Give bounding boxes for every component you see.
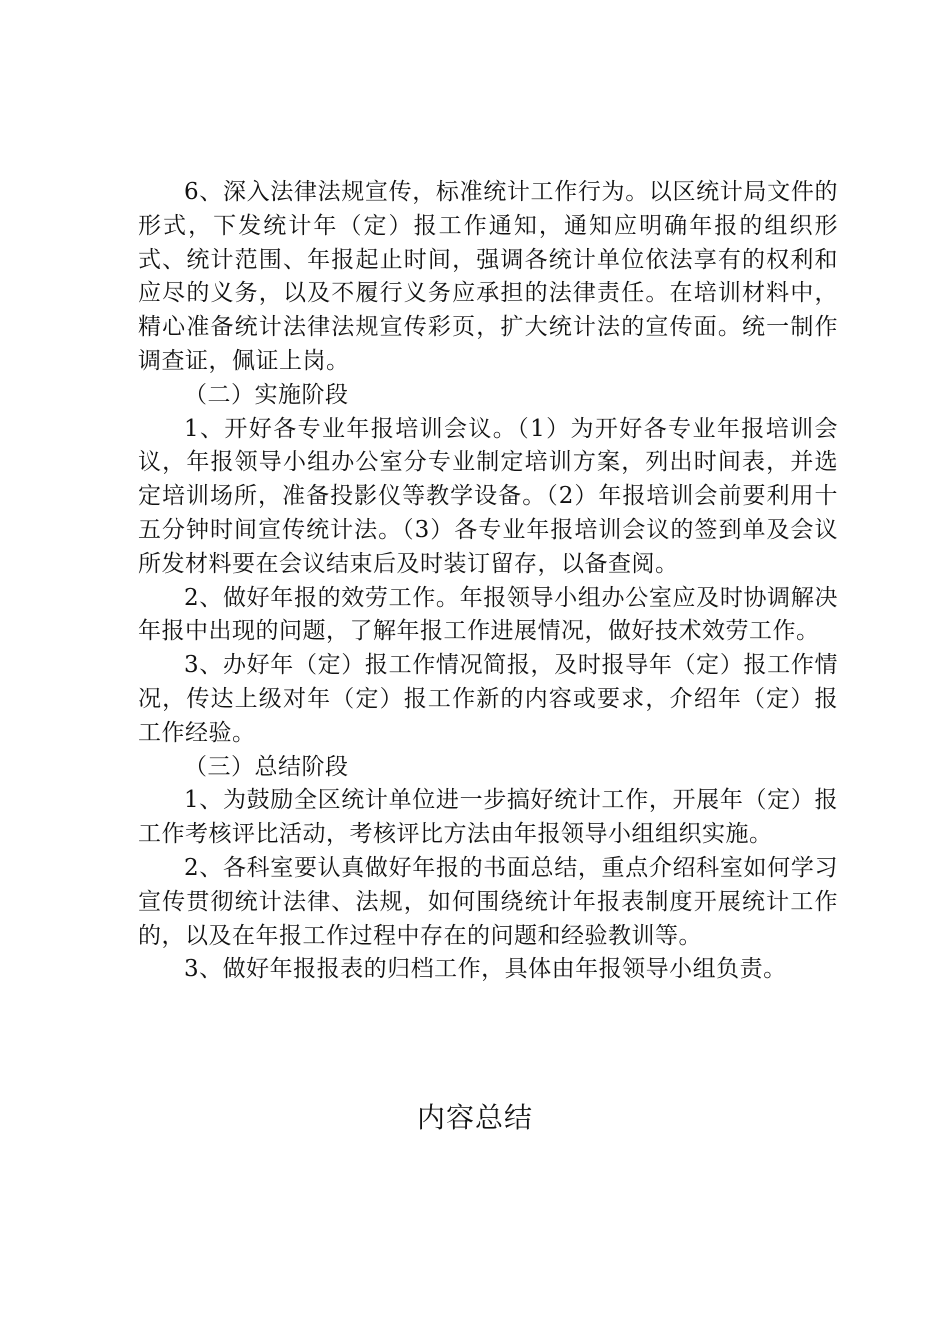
- paragraph-bulletin: 3、办好年（定）报工作情况简报，及时报导年（定）报工作情况，传达上级对年（定）报工作新的内容或要求，介绍年（定）报工作经验。: [138, 652, 838, 746]
- paragraph-legal-publicity: 6、深入法律法规宣传，标准统计工作行为。以区统计局文件的形式，下发统计年（定）报工作通知，通知应明确年报的组织形式、统计范围、年报起止时间，强调各统计单位依法享有的权利和应尽的义务，以及不履行义务应承担的法律责任。在培训材料中，精心准备统计法律法规宣传彩页，扩大统计法的宣传面。统一制作调查证，佩证上岗。: [138, 179, 838, 374]
- paragraph-service-work: 2、做好年报的效劳工作。年报领导小组办公室应及时协调解决年报中出现的问题，了解年报工作进展情况，做好技术效劳工作。: [138, 584, 838, 645]
- paragraph-archiving: 3、做好年报报表的归档工作，具体由年报领导小组负责。: [184, 956, 787, 983]
- section-heading-summary-stage: （三）总结阶段: [184, 753, 349, 780]
- paragraph-evaluation: 1、为鼓励全区统计单位进一步搞好统计工作，开展年（定）报工作考核评比活动，考核评比方法由年报领导小组组织实施。: [138, 787, 838, 848]
- paragraph-training-meetings: 1、开好各专业年报培训会议。（1）为开好各专业年报培训会议，年报领导小组办公室分专业制定培训方案，列出时间表，并选定培训场所，准备投影仪等教学设备。（2）年报培训会前要利用十五分钟时间宣传统计法。（3）各专业年报培训会议的签到单及会议所发材料要在会议结束后及时装订留存，以备查阅。: [138, 415, 838, 577]
- summary-title: 内容总结: [416, 1101, 533, 1134]
- document-body: [138, 176, 838, 987]
- paragraph-written-summary: 2、各科室要认真做好年报的书面总结，重点介绍科室如何学习宣传贯彻统计法律、法规，如何围绕统计年报表制度开展统计工作的，以及在年报工作过程中存在的问题和经验教训等。: [138, 854, 838, 949]
- section-heading-implementation: （二）实施阶段: [184, 381, 349, 408]
